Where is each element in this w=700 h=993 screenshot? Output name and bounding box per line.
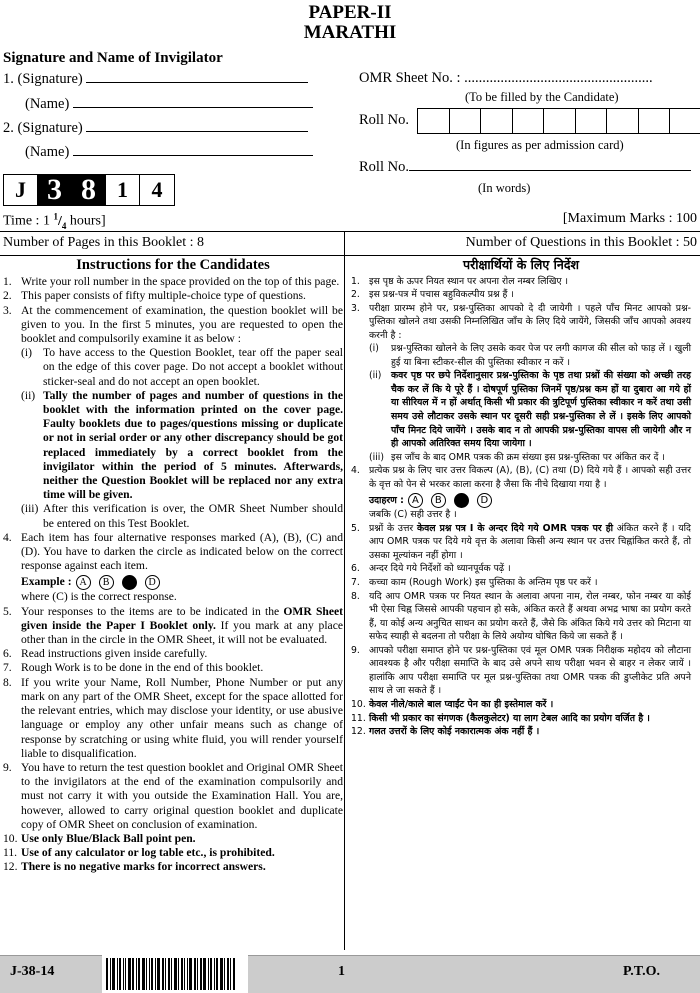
signature-2-line[interactable] — [86, 131, 308, 132]
signature-1-label: 1. (Signature) — [3, 71, 83, 87]
code-digit: 8 — [72, 175, 106, 205]
instruction-subitem: (ii) कवर पृष्ठ पर छपे निर्देशानुसार प्रश्न-पुस्तिका के पृष्ठ तथा प्रश्नों की संख्या को अच्छी तरह चैक कर लें कि ये पूरे हैं । दोषपूर्ण पुस्तिका जिनमें पृष्ठ/प्रश्न कम हों या दुबारा आ गये हों या सीरियल में न हों अर्थात् किसी भी प्रकार की त्रुटिपूर्ण पुस्तिका स्वीकार न करें तथा उसी समय उसे लौटाकर उसके स्थान पर दूसरी सही प्रश्न-पुस्तिका ले लें । इसके लिए आपको पाँच मिनट दिये जायेंगे । उसके बाद न तो आपकी प्रश्न-पुस्तिका वापस ली जायेगी और न ही आपको अतिरिक्त समय दिया जायेगा । — [369, 370, 691, 450]
instruction-item: 5. Your responses to the items are to be indicated in the OMR Sheet given inside the Paper I Booklet only. If you mark at any place other than in the circle in the OMR Sheet, it will not be evaluated. — [3, 604, 344, 647]
instruction-subitem: (i) To have access to the Question Booklet, tear off the paper seal on the edge of this cover page. Do not accept a booklet without sticker-seal and do not accept an open booklet. — [21, 346, 343, 388]
time-label: Time : 1 $^1/_4$ hours] — [3, 211, 106, 231]
pages-count: Number of Pages in this Booklet : 8 — [3, 235, 205, 250]
instruction-item: 7. Rough Work is to be done in the end of this booklet. — [3, 661, 264, 675]
signature-2-label: 2. (Signature) — [3, 120, 83, 136]
footer-code: J-38-14 — [10, 964, 55, 979]
signature-2-row — [3, 120, 308, 137]
instruction-item: 11. Use of any calculator or log table etc., is prohibited. — [3, 846, 275, 860]
instruction-subitem: (i) प्रश्न-पुस्तिका खोलने के लिए उसके कवर पेज पर लगी कागज की सील को फाड़ लें । खुली हुई या बिना स्टीकर-सील की पुस्तिका स्वीकार न करें । — [369, 343, 691, 368]
instruction-item: 10. Use only Blue/Black Ball point pen. — [3, 831, 196, 845]
instruction-item: 6. अन्दर दिये गये निर्देशों को ध्यानपूर्वक पढ़ें । — [351, 563, 511, 575]
code-letter: J — [4, 175, 38, 205]
hindi-instructions — [351, 258, 691, 739]
name-1-line[interactable] — [73, 107, 313, 108]
roll-words-line[interactable] — [409, 170, 691, 171]
roll-no-words-label: Roll No. — [359, 159, 409, 175]
paper-title: PAPER-II — [308, 2, 392, 23]
example-note: where (C) is the correct response. — [21, 590, 177, 604]
instruction-item: 9. आपको परीक्षा समाप्त होने पर प्रश्न-पुस्तिका एवं मूल OMR पत्रक निरीक्षक महोदय को लौटाना आवश्यक है और परीक्षा समाप्ति के बाद उसे अपने साथ परीक्षा भवन से बाहर न लेकर जायें । हालांकि आप परीक्षा समाप्ति पर मूल प्रश्न-पुस्तिका तथा OMR पत्रक की डुप्लीकेट प्रति अपने साथ ले जा सकते हैं । — [351, 644, 691, 697]
instruction-item: 2. This paper consists of fifty multiple-choice type of questions. — [3, 289, 306, 303]
instruction-subitem: (iii) इस जाँच के बाद OMR पत्रक की क्रम संख्या इस प्रश्न-पुस्तिका पर अंकित कर दें । — [369, 451, 665, 463]
instruction-item: 10. केवल नीले/काले बाल प्वाईंट पेन का ही इस्तेमाल करें । — [351, 698, 554, 710]
example-row: Example : A B D — [21, 575, 343, 590]
english-instructions-title: Instructions for the Candidates — [76, 257, 270, 273]
instruction-item: 3. At the commencement of examination, the question booklet will be given to you. In the first 5 minutes, you are requested to open the booklet and compulsorily examine it as below : — [3, 303, 343, 346]
code-digit: 3 — [38, 175, 72, 205]
instruction-item: 2. इस प्रश्न-पत्र में पचास बहुविकल्पीय प्रश्न हैं । — [351, 289, 514, 301]
barcode — [102, 955, 248, 993]
name-1-row — [25, 96, 313, 113]
omr-note: (To be filled by the Candidate) — [465, 90, 619, 104]
questions-count: Number of Questions in this Booklet : 50 — [465, 235, 697, 250]
instruction-item: 8. If you write your Name, Roll Number, Phone Number or put any mark on any part of the OMR Sheet, except for the space allotted for the relevant entries, which may disclose your identity, or use abusive language or employ any other unfair means such as change of response by scratching or using white fluid, you will render yourself liable to disqualification. — [3, 675, 343, 760]
instruction-item: 11. किसी भी प्रकार का संगणक (कैलकुलेटर) या लाग टेबल आदि का प्रयोग वर्जित है । — [351, 712, 650, 724]
instruction-item: 12. There is no negative marks for incorrect answers. — [3, 860, 266, 874]
name-2-row — [25, 144, 313, 161]
example-row: उदाहरण : A B D — [369, 493, 691, 508]
signature-1-line[interactable] — [86, 82, 308, 83]
roll-number-boxes[interactable] — [417, 108, 700, 134]
instruction-item: 3. परीक्षा प्रारम्भ होने पर, प्रश्न-पुस्तिका आपको दे दी जायेगी । पहले पाँच मिनट आपको प्रश्न-पुस्तिका खोलने तथा उसकी निम्नलिखित जाँच के लिए दिये जायेंगे, जिसकी जाँच आपको अवश्य करनी है : — [351, 302, 691, 341]
instruction-subitem: (ii) Tally the number of pages and number of questions in the booklet with the information printed on the cover page. Faulty booklets due to pages/questions missing or duplicate or not in serial order or any other discrepancy should be got replaced immediately by a correct booklet from the invigilator within the period of 5 minutes. Afterwards, neither the Question Booklet will be replaced nor any extra time will be given. — [21, 388, 343, 502]
instruction-item: 4. प्रत्येक प्रश्न के लिए चार उत्तर विकल्प (A), (B), (C) तथा (D) दिये गये हैं । आपको सही उत्तर के वृत्त को पेन से भरकर काला करना है जैसा कि नीचे दिखाया गया है । — [351, 465, 691, 490]
page-number: 1 — [338, 964, 345, 979]
roll-words-row — [359, 159, 691, 176]
roll-no-label: Roll No. — [359, 112, 409, 128]
english-instructions — [3, 258, 343, 875]
instruction-item: 4. Each item has four alternative responses marked (A), (B), (C) and (D). You have to darken the circle as indicated below on the correct response against each item. — [3, 530, 343, 573]
instruction-item: 12. गलत उत्तरों के लिए कोई नकारात्मक अंक नहीं हैं । — [351, 726, 540, 738]
name-2-line[interactable] — [73, 155, 313, 156]
instruction-item: 7. कच्चा काम (Rough Work) इस पुस्तिका के अन्तिम पृष्ठ पर करें । — [351, 577, 598, 589]
roll-words-note: (In words) — [478, 181, 531, 195]
omr-sheet-label: OMR Sheet No. : .................................................... — [359, 70, 653, 86]
roll-figures-note: (In figures as per admission card) — [456, 138, 624, 152]
name-1-label: (Name) — [25, 96, 70, 112]
instruction-item: 8. यदि आप OMR पत्रक पर नियत स्थान के अलावा अपना नाम, रोल नम्बर, फोन नम्बर या कोई भी ऐसा चिह्न जिससे आपकी पहचान हो सके, अंकित करते हैं अथवा अभद्र भाषा का प्रयोग करते हैं, या कोई अन्य अनुचित साधन का प्रयोग करते हैं, जैसे कि अंकित किये गये उत्तर को मिटाना या सफेद स्याही से बदलना तो परीक्षा के लिये अयोग्य घोषित किये जा सकते हैं । — [351, 590, 691, 643]
hindi-instructions-title: परीक्षार्थियों के लिए निर्देश — [463, 257, 579, 272]
instruction-item: 5. प्रश्नों के उत्तर केवल प्रश्न पत्र I के अन्दर दिये गये OMR पत्रक पर ही अंकित करने हैं । यदि आप OMR पत्रक पर दिये गये वृत्त के अलावा किसी अन्य स्थान पर उत्तर चिह्नांकित करते हैं, तो उसका मूल्यांकन नहीं होगा । — [351, 522, 691, 561]
pto-label: P.T.O. — [623, 964, 660, 979]
instruction-item: 6. Read instructions given inside carefully. — [3, 647, 208, 661]
code-digit: 1 — [106, 175, 140, 205]
instruction-subitem: (iii) After this verification is over, the OMR Sheet Number should be entered on this Test Booklet. — [21, 502, 343, 530]
paper-code-box — [3, 174, 175, 206]
code-digit: 4 — [151, 177, 163, 202]
instruction-item: 1. इस पृष्ठ के ऊपर नियत स्थान पर अपना रोल नम्बर लिखिए । — [351, 275, 569, 287]
name-2-label: (Name) — [25, 144, 70, 160]
example-note: जबकि (C) सही उत्तर है । — [369, 509, 457, 521]
instruction-item: 1. Write your roll number in the space provided on the top of this page. — [3, 275, 340, 289]
invigilator-heading: Signature and Name of Invigilator — [3, 50, 223, 66]
subject-title: MARATHI — [303, 22, 397, 43]
instruction-item: 9. You have to return the test question booklet and Original OMR Sheet to the invigilators at the end of the examination compulsorily and must not carry it with you outside the Examination Hall. You are, however, allowed to carry original question booklet and duplicate copy of OMR Sheet on conclusion of examination. — [3, 760, 343, 831]
max-marks: [Maximum Marks : 100 — [562, 211, 697, 226]
signature-1-row — [3, 71, 308, 88]
